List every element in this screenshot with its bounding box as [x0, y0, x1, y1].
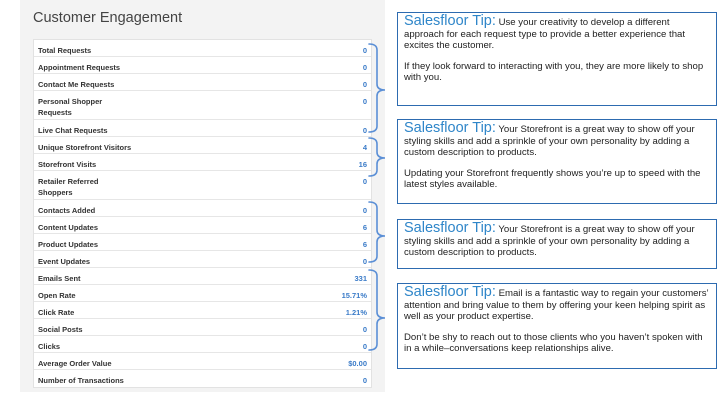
tip-box-storefront [397, 119, 717, 204]
tip-body: Email is a fantastic way to regain your customers’ attention and bring value to them by offering your keen helping spirit as well as your product expertise. [404, 288, 709, 323]
row-value: $0.00 [348, 359, 367, 368]
panel-title: Customer Engagement [33, 10, 183, 26]
tip-heading: Salesfloor Tip: [404, 13, 496, 29]
row-label: Social Posts [38, 325, 83, 334]
bracket-email [369, 270, 385, 350]
row-label: Open Rate [38, 291, 76, 300]
row-value: 331 [354, 274, 367, 283]
row-label: Total Requests [38, 46, 92, 55]
tip-body: Your Storefront is a great way to show off your styling skills and add a sprinkle of your own personality by adding a custom description to products. [404, 224, 695, 259]
row-label: Emails Sent [38, 274, 81, 283]
tip-text [404, 120, 710, 159]
tip-text [404, 13, 710, 52]
row-value: 0 [362, 342, 367, 351]
row-value: 0 [362, 97, 367, 106]
row-label: Number of Transactions [38, 376, 124, 385]
tip-box-email [397, 283, 717, 369]
row-label: Contacts Added [38, 206, 96, 215]
row-value: 0 [362, 177, 367, 186]
tip-heading: Salesfloor Tip: [404, 284, 496, 300]
tip-text [404, 220, 710, 259]
tip-heading: Salesfloor Tip: [404, 220, 496, 236]
tip-body: Your Storefront is a great way to show off your styling skills and add a sprinkle of your own personality by adding a custom description to products. [404, 124, 695, 159]
row-value: 0 [362, 376, 367, 385]
row-value: 16 [358, 160, 367, 169]
row-label: Clicks [38, 342, 61, 351]
bracket-updates [369, 202, 385, 262]
row-label: Event Updates [38, 257, 91, 266]
row-label: Product Updates [38, 240, 99, 249]
row-value: 0 [362, 325, 367, 334]
row-label: Personal Shopper Requests [38, 97, 103, 117]
tip-body-2: Don’t be shy to reach out to those clients who you haven’t spoken with in a while–conversations keep relationships alive. [404, 331, 703, 355]
tip-heading: Salesfloor Tip: [404, 120, 496, 136]
tip-body-2: Updating your Storefront frequently shows you’re up to speed with the latest styles available. [404, 167, 701, 191]
tip-body: Use your creativity to develop a different approach for each request type to provide a better experience that excites the customer. [404, 17, 686, 52]
row-label: Retailer Referred Shoppers [38, 177, 99, 197]
tip-body-2: If they look forward to interacting with you, they are more likely to shop with you. [404, 60, 704, 84]
row-value: 6 [362, 240, 367, 249]
row-value: 0 [362, 63, 367, 72]
row-value: 0 [362, 80, 367, 89]
row-label: Appointment Requests [38, 63, 121, 72]
row-label: Unique Storefront Visitors [38, 143, 132, 152]
bracket-requests [369, 44, 385, 132]
row-label: Click Rate [38, 308, 75, 317]
row-label: Live Chat Requests [38, 126, 108, 135]
bracket-storefront [369, 138, 385, 176]
row-value: 1.21% [345, 308, 367, 317]
row-value: 0 [362, 46, 367, 55]
tip-text [404, 284, 710, 323]
row-value: 6 [362, 223, 367, 232]
tip-box-requests [397, 12, 717, 106]
row-value: 15.71% [341, 291, 367, 300]
row-value: 0 [362, 126, 367, 135]
row-label: Storefront Visits [38, 160, 97, 169]
row-label: Contact Me Requests [38, 80, 115, 89]
tip-box-updates [397, 219, 717, 269]
row-value: 0 [362, 257, 367, 266]
row-label: Content Updates [38, 223, 98, 232]
row-label: Average Order Value [38, 359, 112, 368]
row-value: 4 [362, 143, 367, 152]
row-value: 0 [362, 206, 367, 215]
